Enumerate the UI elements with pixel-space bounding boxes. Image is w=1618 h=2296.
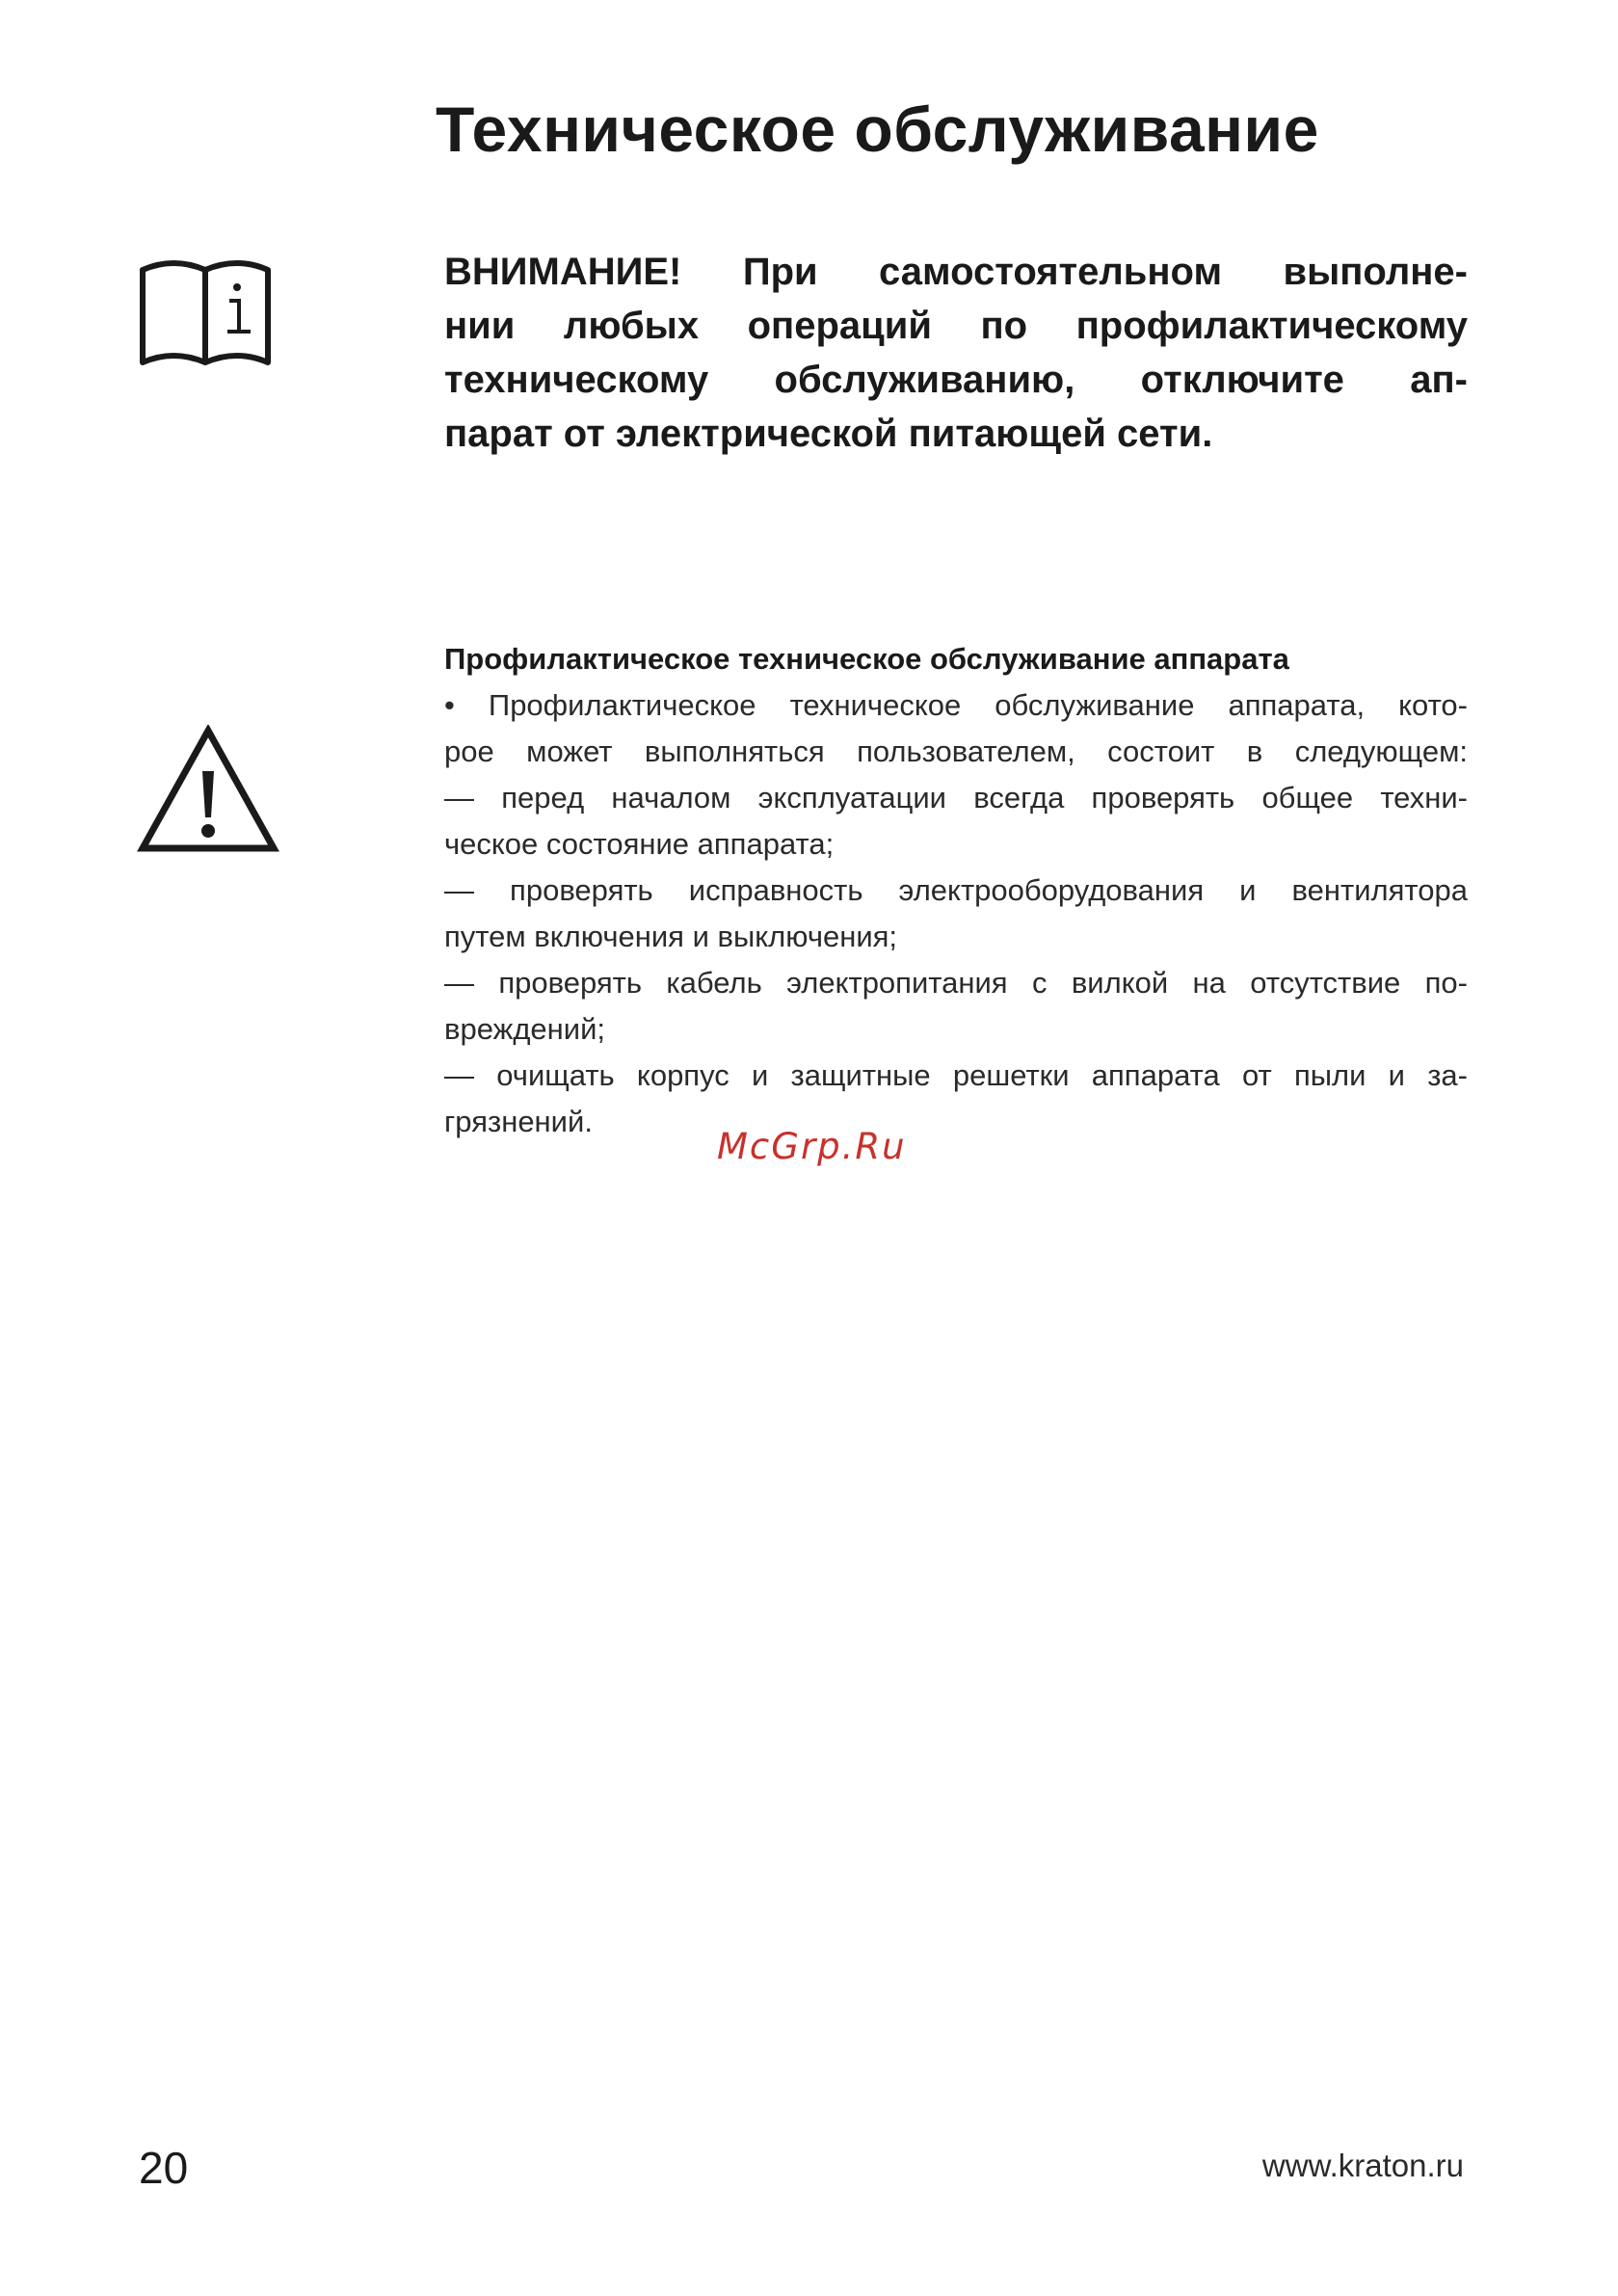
site-url[interactable]: www.kraton.ru [1261, 2148, 1464, 2183]
warning-line: техническому обслуживанию, отключите ап- [444, 359, 1468, 401]
open-book-info-icon [139, 256, 272, 370]
maintenance-section [444, 636, 1468, 1145]
body-line: — очищать корпус и защитные решетки аппарата от пыли и за- [444, 1058, 1468, 1092]
body-line: рое может выполняться пользователем, состоит в следующем: [444, 734, 1468, 768]
warning-notice [444, 245, 1468, 461]
section-body [444, 682, 1468, 1145]
warning-triangle-icon [137, 725, 279, 854]
warning-line: парат от электрической питающей сети. [444, 413, 1213, 455]
body-line: — перед началом эксплуатации всегда проверять общее техни- [444, 781, 1468, 814]
section-heading: Профилактическое техническое обслуживание аппарата [444, 642, 1289, 676]
warning-line: нии любых операций по профилактическому [444, 305, 1468, 347]
body-line: — проверять кабель электропитания с вилкой на отсутствие по- [444, 966, 1468, 1000]
body-line: — проверять исправность электрооборудования и вентилятора [444, 873, 1468, 907]
page-number: 20 [139, 2143, 189, 2193]
watermark: McGrp.Ru [717, 1126, 907, 1167]
body-line: путем включения и выключения; [444, 920, 898, 953]
body-line: ческое состояние аппарата; [444, 827, 835, 861]
body-line: вреждений; [444, 1012, 606, 1046]
warning-line: ВНИМАНИЕ! При самостоятельном выполне- [444, 251, 1468, 293]
body-line: грязнений. [444, 1105, 593, 1138]
page-title: Техническое обслуживание [436, 93, 1319, 165]
body-line: • Профилактическое техническое обслуживание аппарата, кото- [444, 688, 1468, 722]
